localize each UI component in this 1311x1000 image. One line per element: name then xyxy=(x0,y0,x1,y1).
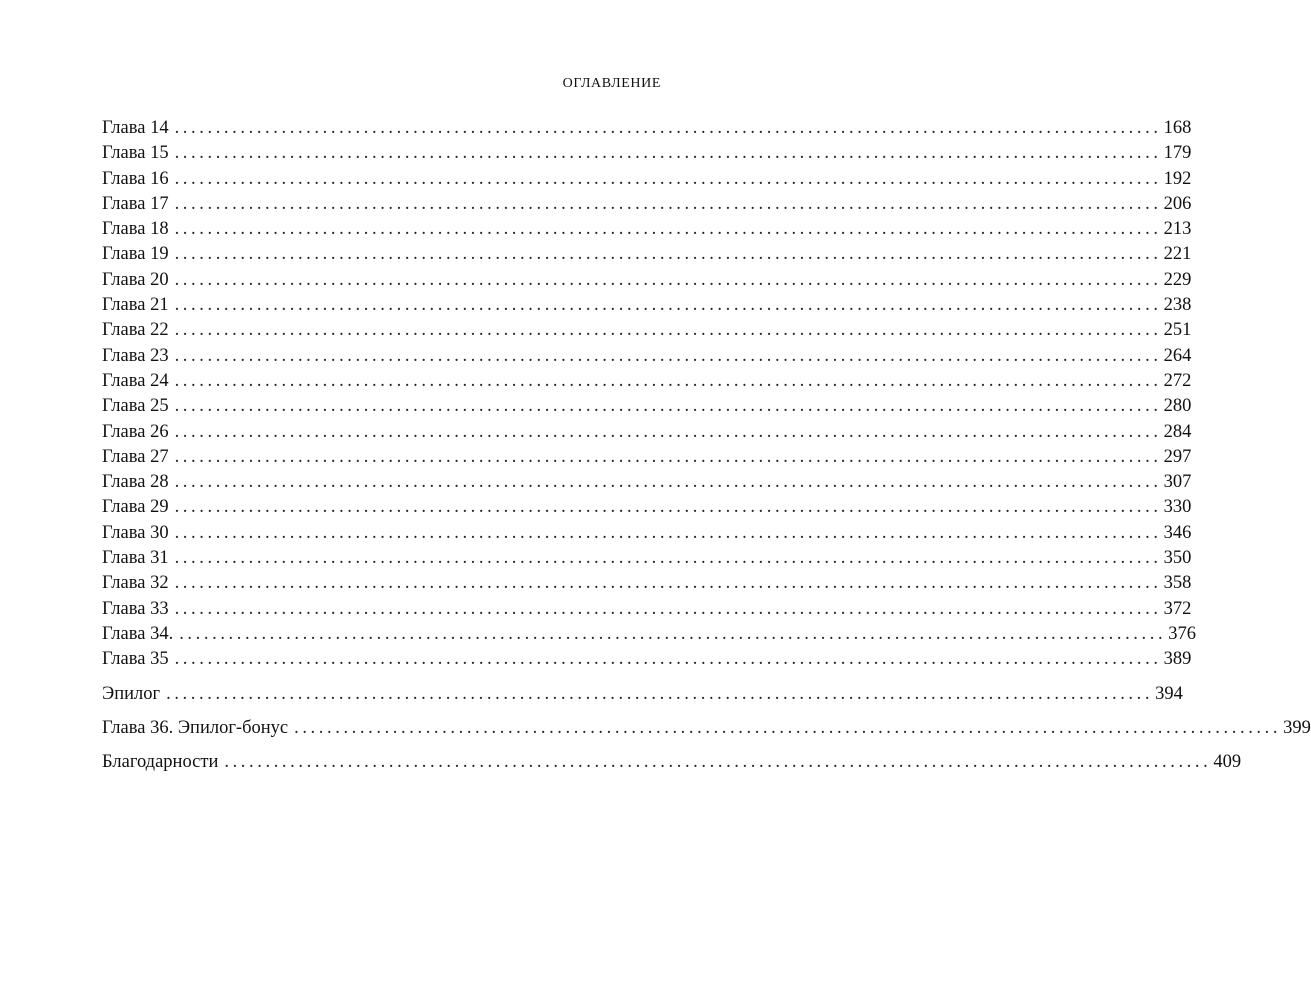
toc-entry xyxy=(102,344,1192,369)
toc-entry-label: Глава 30 xyxy=(102,522,169,543)
toc-entry-label: Глава 32 xyxy=(102,573,169,594)
toc-entry-label: Глава 36. Эпилог-бонус xyxy=(102,717,289,738)
toc-entry-page: 264 xyxy=(1163,345,1192,366)
toc-entry xyxy=(102,521,1192,546)
toc-entry xyxy=(102,268,1192,293)
toc-entry-label: Глава 18 xyxy=(102,219,169,240)
toc-entry-page: 229 xyxy=(1163,269,1192,290)
toc-entry-label: Глава 22 xyxy=(102,320,169,341)
dot-leader: ........................................................................................................................ xyxy=(174,446,1162,467)
dot-leader: ........................................................................................................................ xyxy=(174,573,1162,594)
dot-leader: ........................................................................................................................ xyxy=(174,396,1162,417)
dot-leader: ........................................................................................................................ xyxy=(174,244,1162,265)
toc-entry xyxy=(102,470,1192,495)
toc-entry xyxy=(102,597,1192,622)
toc-entry xyxy=(102,647,1192,672)
toc-entry xyxy=(102,217,1192,242)
dot-leader: ........................................................................................................................ xyxy=(174,497,1162,518)
dot-leader: ........................................................................................................................ xyxy=(174,522,1162,543)
toc-entry-page: 350 xyxy=(1163,548,1192,569)
toc-entry-label: Глава 33 xyxy=(102,598,169,619)
toc-entry-label: Глава 14 xyxy=(102,118,169,138)
toc-entry-page: 206 xyxy=(1163,193,1192,214)
toc-entry-label: Глава 27 xyxy=(102,446,169,467)
toc-entry xyxy=(102,546,1192,571)
dot-leader: ........................................................................................................................ xyxy=(166,683,1154,704)
toc-entry xyxy=(102,242,1192,267)
toc-entry-page: 168 xyxy=(1163,118,1192,138)
toc-entry-page: 179 xyxy=(1163,143,1192,164)
toc-entry xyxy=(102,192,1192,217)
toc-entry-page: 280 xyxy=(1163,396,1192,417)
toc-entry-page: 307 xyxy=(1163,472,1192,493)
toc-entry-label: Глава 26 xyxy=(102,421,169,442)
toc-entry-label: Глава 34. xyxy=(102,623,174,644)
toc-entry-label: Благодарности xyxy=(102,752,219,773)
toc-entry-page: 221 xyxy=(1163,244,1192,265)
dot-leader: ........................................................................................................................ xyxy=(174,219,1162,240)
dot-leader: ........................................................................................................................ xyxy=(174,320,1162,341)
toc-entry-label: Глава 16 xyxy=(102,168,169,189)
toc-entry-label: Глава 35 xyxy=(102,649,169,670)
toc-entry xyxy=(102,141,1192,166)
toc-entry-label: Глава 15 xyxy=(102,143,169,164)
toc-entry-label: Глава 24 xyxy=(102,370,169,391)
toc-entry-page: 409 xyxy=(1213,752,1242,773)
toc-entry xyxy=(102,318,1192,343)
toc-entry-page: 389 xyxy=(1163,649,1192,670)
toc-entry-page: 213 xyxy=(1163,219,1192,240)
toc-entry-page: 394 xyxy=(1155,683,1183,704)
toc-entry xyxy=(102,293,1192,318)
toc-entry xyxy=(102,622,1196,647)
toc-entry-label: Глава 21 xyxy=(102,295,169,316)
toc-entry-label: Глава 28 xyxy=(102,472,169,493)
toc-entry-label: Глава 29 xyxy=(102,497,169,518)
toc-entry xyxy=(102,116,1192,141)
toc-entry xyxy=(102,495,1192,520)
toc-entry-label: Глава 25 xyxy=(102,396,169,417)
toc-entry-label: Эпилог xyxy=(102,683,161,704)
dot-leader: ........................................................................................................................ xyxy=(294,717,1282,738)
dot-leader: ........................................................................................................................ xyxy=(174,143,1162,164)
dot-leader: ........................................................................................................................ xyxy=(174,118,1162,138)
toc-entry xyxy=(102,420,1192,445)
dot-leader: ........................................................................................................................ xyxy=(174,168,1162,189)
toc-entry-page: 358 xyxy=(1163,573,1192,594)
dot-leader: ........................................................................................................................ xyxy=(174,649,1162,670)
toc-entry-label: Глава 20 xyxy=(102,269,169,290)
toc-entry-page: 284 xyxy=(1163,421,1192,442)
toc-entry-page: 346 xyxy=(1163,522,1192,543)
toc-entry xyxy=(102,167,1192,192)
page-header-title: ОГЛАВЛЕНИЕ xyxy=(562,76,661,91)
toc-entry xyxy=(102,682,1183,707)
toc-entry-page: 330 xyxy=(1163,497,1192,518)
toc-entry xyxy=(102,445,1192,470)
toc-entry-page: 376 xyxy=(1168,623,1196,644)
dot-leader: ........................................................................................................................ xyxy=(174,472,1162,493)
dot-leader: ........................................................................................................................ xyxy=(174,345,1162,366)
toc-entry xyxy=(102,571,1192,596)
dot-leader: ........................................................................................................................ xyxy=(174,193,1162,214)
toc-entry-label: Глава 19 xyxy=(102,244,169,265)
table-of-contents xyxy=(102,116,1311,775)
toc-entry xyxy=(102,394,1192,419)
toc-entry-page: 399 xyxy=(1283,717,1311,738)
toc-entry-page: 251 xyxy=(1163,320,1192,341)
toc-entry-label: Глава 23 xyxy=(102,345,169,366)
toc-entry xyxy=(102,716,1311,741)
toc-entry xyxy=(102,750,1242,775)
dot-leader: ........................................................................................................................ xyxy=(174,269,1162,290)
dot-leader: ........................................................................................................................ xyxy=(174,421,1162,442)
dot-leader: ........................................................................................................................ xyxy=(174,598,1162,619)
dot-leader: ........................................................................................................................ xyxy=(174,548,1162,569)
dot-leader: ........................................................................................................................ xyxy=(174,295,1162,316)
dot-leader: ........................................................................................................................ xyxy=(224,752,1212,773)
toc-entry-label: Глава 31 xyxy=(102,548,169,569)
dot-leader: ........................................................................................................................ xyxy=(174,370,1162,391)
toc-entry-page: 372 xyxy=(1163,598,1192,619)
dot-leader: ........................................................................................................................ xyxy=(179,623,1167,644)
toc-entry-label: Глава 17 xyxy=(102,193,169,214)
toc-entry xyxy=(102,369,1192,394)
toc-entry-page: 272 xyxy=(1163,370,1192,391)
toc-entry-page: 192 xyxy=(1163,168,1192,189)
toc-entry-page: 297 xyxy=(1163,446,1192,467)
toc-entry-page: 238 xyxy=(1163,295,1192,316)
